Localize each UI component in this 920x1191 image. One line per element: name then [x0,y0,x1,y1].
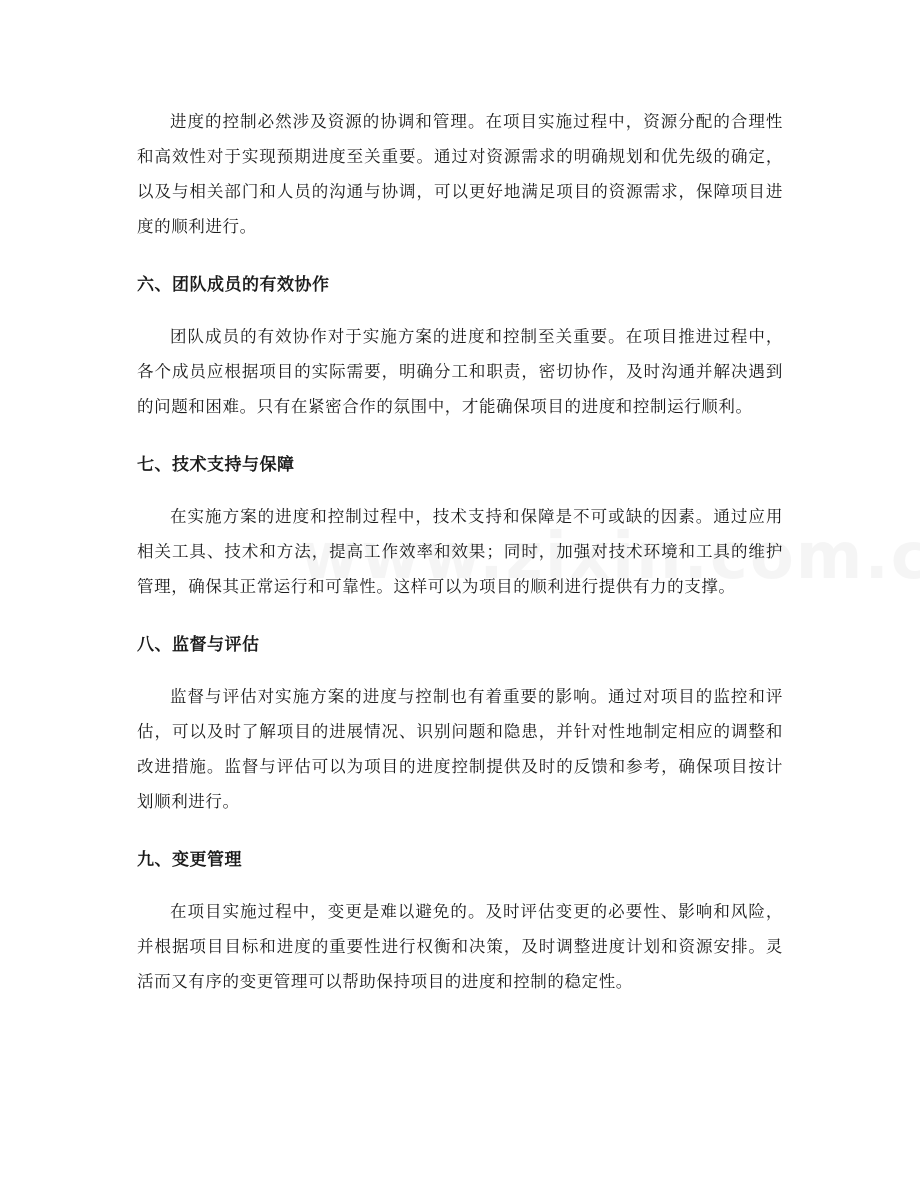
document-body [137,104,783,999]
paragraph-technical-support: 在实施方案的进度和控制过程中，技术支持和保障是不可或缺的因素。通过应用相关工具、技术和方法，提高工作效率和效果；同时，加强对技术环境和工具的维护管理，确保其正常运行和可靠性。这样可以为项目的顺利进行提供有力的支撑。 [137,507,783,596]
section-heading-7: 七、技术支持与保障 [137,455,295,475]
section-heading-8: 八、监督与评估 [137,635,260,655]
paragraph-resource-coordination: 进度的控制必然涉及资源的协调和管理。在项目实施过程中，资源分配的合理性和高效性对于实现预期进度至关重要。通过对资源需求的明确规划和优先级的确定，以及与相关部门和人员的沟通与协调，可以更好地满足项目的资源需求，保障项目进度的顺利进行。 [137,112,783,236]
section-heading-6: 六、团队成员的有效协作 [137,275,330,295]
paragraph-team-collaboration: 团队成员的有效协作对于实施方案的进度和控制至关重要。在项目推进过程中，各个成员应根据项目的实际需要，明确分工和职责，密切协作，及时沟通并解决遇到的问题和困难。只有在紧密合作的氛围中，才能确保项目的进度和控制运行顺利。 [137,327,783,416]
paragraph-supervision-evaluation: 监督与评估对实施方案的进度与控制也有着重要的影响。通过对项目的监控和评估，可以及时了解项目的进展情况、识别问题和隐患，并针对性地制定相应的调整和改进措施。监督与评估可以为项目的进度控制提供及时的反馈和参考，确保项目按计划顺利进行。 [137,687,783,811]
paragraph-change-management: 在项目实施过程中，变更是难以避免的。及时评估变更的必要性、影响和风险，并根据项目目标和进度的重要性进行权衡和决策，及时调整进度计划和资源安排。灵活而又有序的变更管理可以帮助保持项目的进度和控制的稳定性。 [137,902,783,991]
section-heading-9: 九、变更管理 [137,850,242,870]
